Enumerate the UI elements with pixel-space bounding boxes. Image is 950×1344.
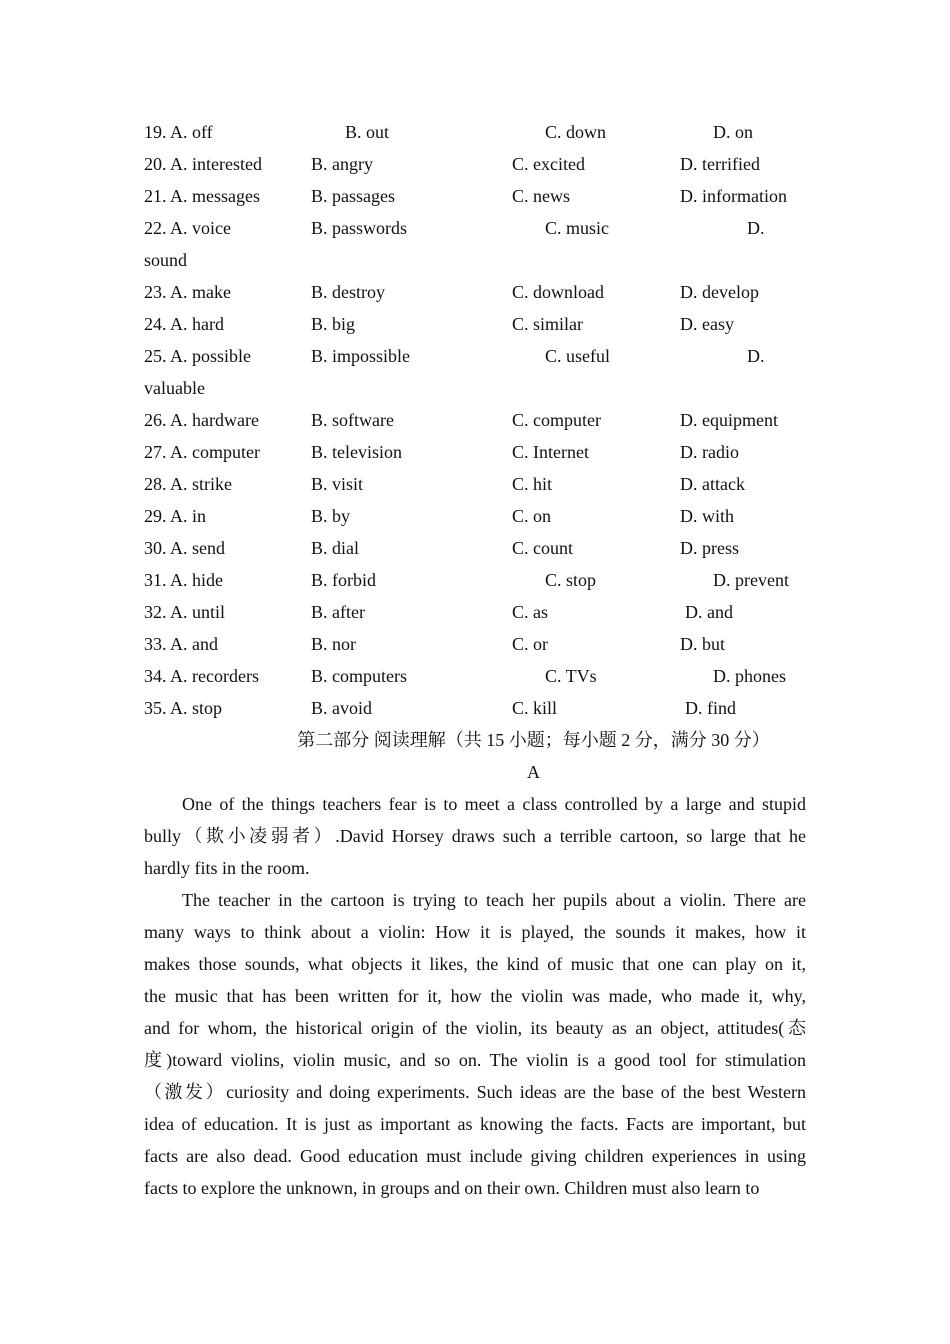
q21-option-b: B. passages [311, 186, 395, 206]
q32-option-b: B. after [311, 602, 365, 622]
q19-option-b: B. out [345, 122, 390, 142]
paragraph-2-line: idea of education. It is just as important as knowing the facts. Facts are important, but [144, 1114, 806, 1134]
q20-option-a: 20. A. interested [144, 154, 262, 174]
paragraph-2-line: facts are also dead. Good education must include giving children experiences in using [144, 1146, 806, 1166]
q34-option-d: D. phones [713, 666, 786, 686]
q30-option-b: B. dial [311, 538, 359, 558]
q33-option-b: B. nor [311, 634, 356, 654]
q27-option-b: B. television [311, 442, 402, 462]
q30-option-c: C. count [512, 538, 573, 558]
q35-option-d: D. find [685, 698, 736, 718]
q22-option-d: D. [747, 218, 765, 238]
q22-option-d-text: sound [144, 250, 188, 270]
q29-option-c: C. on [512, 506, 552, 526]
q19-option-d: D. on [713, 122, 753, 142]
q19-option-c: C. down [545, 122, 607, 142]
q29-option-a: 29. A. in [144, 506, 207, 526]
paragraph-2-line: facts to explore the unknown, in groups and on their own. Children must also learn to [144, 1178, 760, 1198]
q25-option-d-text: valuable [144, 378, 205, 398]
q24-option-a: 24. A. hard [144, 314, 224, 334]
paragraph-2-line: The teacher in the cartoon is trying to teach her pupils about a violin. There are [182, 890, 806, 910]
q34-option-b: B. computers [311, 666, 407, 686]
q21-option-d: D. information [680, 186, 787, 206]
q31-option-c: C. stop [545, 570, 597, 590]
q30-option-a: 30. A. send [144, 538, 225, 558]
q26-option-d: D. equipment [680, 410, 778, 430]
q25-option-d: D. [747, 346, 765, 366]
paragraph-2-line: makes those sounds, what objects it likes, the kind of music that one can play on it, [144, 954, 806, 974]
passage-label: A [527, 762, 540, 782]
q24-option-d: D. easy [680, 314, 734, 334]
q35-option-a: 35. A. stop [144, 698, 223, 718]
q35-option-c: C. kill [512, 698, 558, 718]
q26-option-a: 26. A. hardware [144, 410, 259, 430]
q19-option-a: 19. A. off [144, 122, 213, 142]
q24-option-b: B. big [311, 314, 356, 334]
q28-option-d: D. attack [680, 474, 745, 494]
q27-option-d: D. radio [680, 442, 739, 462]
q23-option-d: D. develop [680, 282, 759, 302]
paragraph-1-line: hardly fits in the room. [144, 858, 310, 878]
q34-option-a: 34. A. recorders [144, 666, 259, 686]
paragraph-1 [144, 788, 806, 884]
q32-option-a: 32. A. until [144, 602, 226, 622]
q31-option-b: B. forbid [311, 570, 376, 590]
paragraph-2-line: the music that has been written for it, how the violin was made, who made it, why, [144, 986, 806, 1006]
q26-option-b: B. software [311, 410, 394, 430]
q32-option-d: D. and [685, 602, 733, 622]
q31-option-d: D. prevent [713, 570, 789, 590]
q25-option-c: C. useful [545, 346, 610, 366]
q23-option-a: 23. A. make [144, 282, 231, 302]
q34-option-c: C. TVs [545, 666, 597, 686]
paragraph-2-line: 度)toward violins, violin music, and so on. The violin is a good tool for stimulation [144, 1050, 806, 1070]
q20-option-d: D. terrified [680, 154, 760, 174]
q21-option-a: 21. A. messages [144, 186, 260, 206]
q33-option-c: C. or [512, 634, 548, 654]
paragraph-2 [144, 884, 806, 1204]
section-title: 第二部分 阅读理解（共 15 小题；每小题 2 分，满分 30 分） [297, 730, 770, 750]
q31-option-a: 31. A. hide [144, 570, 223, 590]
paragraph-2-line: many ways to think about a violin: How it is played, the sounds it makes, how it [144, 922, 806, 942]
q25-option-a: 25. A. possible [144, 346, 252, 366]
q28-option-a: 28. A. strike [144, 474, 232, 494]
q24-option-c: C. similar [512, 314, 583, 334]
paragraph-1-line: bully（欺小凌弱者）.David Horsey draws such a terrible cartoon, so large that he [144, 826, 806, 846]
paragraph-2-line: （激发）curiosity and doing experiments. Such ideas are the base of the best Western [144, 1082, 806, 1102]
q23-option-b: B. destroy [311, 282, 385, 302]
q33-option-a: 33. A. and [144, 634, 218, 654]
q29-option-d: D. with [680, 506, 734, 526]
paragraph-1-line: One of the things teachers fear is to meet a class controlled by a large and stupid [182, 794, 806, 814]
q22-option-a: 22. A. voice [144, 218, 231, 238]
q22-option-c: C. music [545, 218, 610, 238]
q28-option-c: C. hit [512, 474, 553, 494]
q27-option-c: C. Internet [512, 442, 589, 462]
q23-option-c: C. download [512, 282, 604, 302]
q29-option-b: B. by [311, 506, 351, 526]
q21-option-c: C. news [512, 186, 570, 206]
q32-option-c: C. as [512, 602, 548, 622]
paragraph-2-line: and for whom, the historical origin of the violin, its beauty as an object, attitudes(态 [144, 1018, 806, 1038]
q28-option-b: B. visit [311, 474, 364, 494]
q30-option-d: D. press [680, 538, 739, 558]
q22-option-b: B. passwords [311, 218, 408, 238]
q33-option-d: D. but [680, 634, 725, 654]
q26-option-c: C. computer [512, 410, 601, 430]
q25-option-b: B. impossible [311, 346, 411, 366]
q20-option-b: B. angry [311, 154, 373, 174]
q27-option-a: 27. A. computer [144, 442, 260, 462]
q35-option-b: B. avoid [311, 698, 372, 718]
q20-option-c: C. excited [512, 154, 585, 174]
